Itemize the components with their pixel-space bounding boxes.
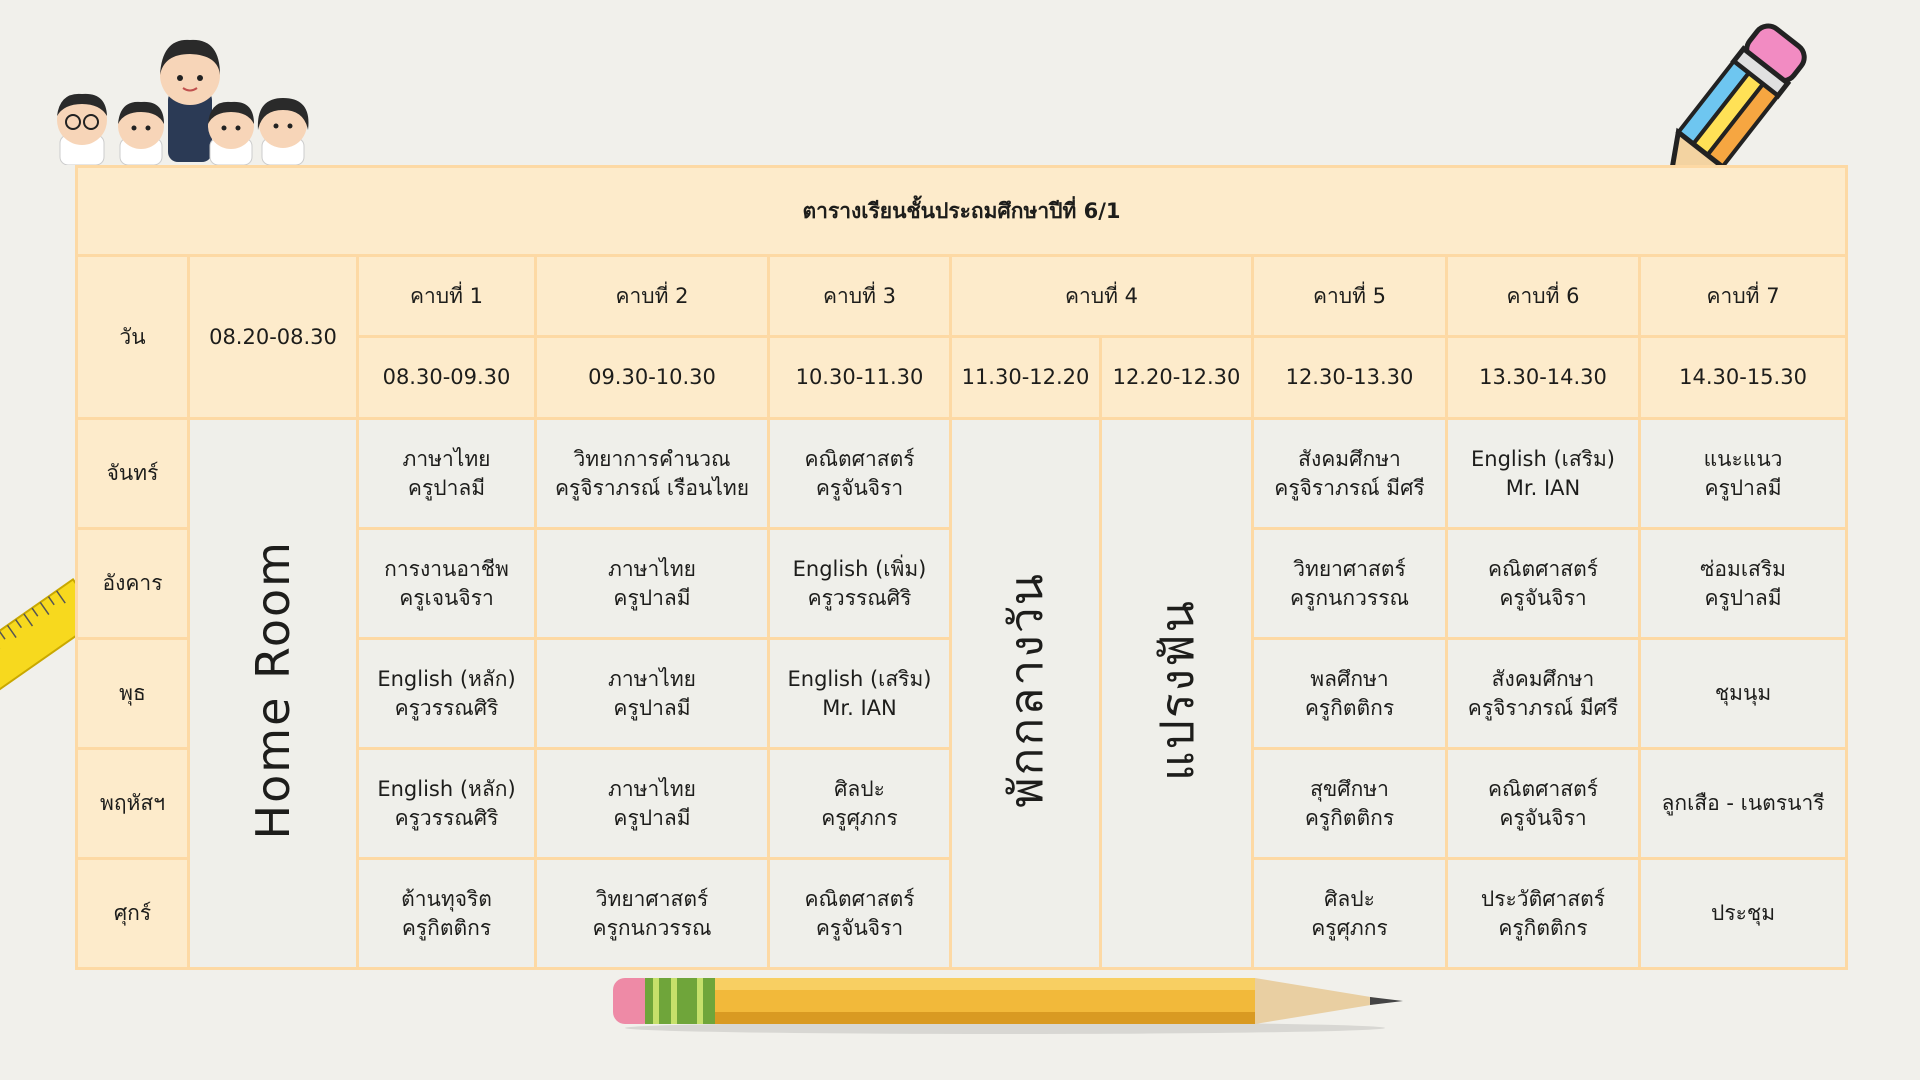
- period-1-time: 08.30-09.30: [358, 337, 536, 419]
- class-cell: English (เสริม) Mr. IAN: [1447, 419, 1640, 529]
- class-cell: English (หลัก) ครูวรรณศิริ: [358, 749, 536, 859]
- day-cell: ศุกร์: [77, 859, 189, 969]
- class-cell: ศิลปะ ครูศุภกร: [769, 749, 951, 859]
- class-cell: ประชุม: [1640, 859, 1847, 969]
- class-cell: คณิตศาสตร์ ครูจันจิรา: [769, 419, 951, 529]
- class-cell: English (หลัก) ครูวรรณศิริ: [358, 639, 536, 749]
- class-cell: ภาษาไทย ครูปาลมี: [536, 749, 769, 859]
- table-row: [77, 419, 1847, 529]
- class-cell: ภาษาไทย ครูปาลมี: [358, 419, 536, 529]
- class-cell: ศิลปะ ครูศุภกร: [1253, 859, 1447, 969]
- homeroom-label: Home Room: [246, 539, 300, 840]
- class-cell: คณิตศาสตร์ ครูจันจิรา: [769, 859, 951, 969]
- class-cell: พลศึกษา ครูกิตติกร: [1253, 639, 1447, 749]
- class-cell: ลูกเสือ - เนตรนารี: [1640, 749, 1847, 859]
- timetable: [75, 165, 1848, 970]
- class-cell: วิทยาศาสตร์ ครูกนกวรรณ: [536, 859, 769, 969]
- class-cell: สุขศึกษา ครูกิตติกร: [1253, 749, 1447, 859]
- day-cell: จันทร์: [77, 419, 189, 529]
- period-5-time: 12.30-13.30: [1253, 337, 1447, 419]
- class-cell: English (เพิ่ม) ครูวรรณศิริ: [769, 529, 951, 639]
- class-cell: การงานอาชีพ ครูเจนจิรา: [358, 529, 536, 639]
- class-cell: English (เสริม) Mr. IAN: [769, 639, 951, 749]
- period-1-label: คาบที่ 1: [358, 256, 536, 337]
- class-cell: ภาษาไทย ครูปาลมี: [536, 639, 769, 749]
- timetable-title: ตารางเรียนชั้นประถมศึกษาปีที่ 6/1: [77, 167, 1847, 256]
- brush-teeth-cell: [1101, 419, 1253, 969]
- day-header: วัน: [77, 256, 189, 419]
- lunch-label: พักกลางวัน: [998, 571, 1053, 808]
- class-cell: แนะแนว ครูปาลมี: [1640, 419, 1847, 529]
- period-7-label: คาบที่ 7: [1640, 256, 1847, 337]
- lunch-cell: [951, 419, 1101, 969]
- period-4b-time: 12.20-12.30: [1101, 337, 1253, 419]
- class-cell: ภาษาไทย ครูปาลมี: [536, 529, 769, 639]
- class-cell: ชุมนุม: [1640, 639, 1847, 749]
- kids-illustration: [50, 20, 320, 165]
- period-6-label: คาบที่ 6: [1447, 256, 1640, 337]
- class-cell: คณิตศาสตร์ ครูจันจิรา: [1447, 529, 1640, 639]
- day-cell: พุธ: [77, 639, 189, 749]
- period-2-label: คาบที่ 2: [536, 256, 769, 337]
- period-7-time: 14.30-15.30: [1640, 337, 1847, 419]
- period-6-time: 13.30-14.30: [1447, 337, 1640, 419]
- brush-teeth-label: แปรงฟัน: [1149, 598, 1204, 781]
- class-cell: ต้านทุจริต ครูกิตติกร: [358, 859, 536, 969]
- period-5-label: คาบที่ 5: [1253, 256, 1447, 337]
- day-cell: พฤหัสฯ: [77, 749, 189, 859]
- class-cell: สังคมศึกษา ครูจิราภรณ์ มีศรี: [1253, 419, 1447, 529]
- pencil-icon: [605, 970, 1405, 1040]
- class-cell: วิทยาการคำนวณ ครูจิราภรณ์ เรือนไทย: [536, 419, 769, 529]
- homeroom-cell: [189, 419, 358, 969]
- class-cell: วิทยาศาสตร์ ครูกนกวรรณ: [1253, 529, 1447, 639]
- day-cell: อังคาร: [77, 529, 189, 639]
- class-cell: ซ่อมเสริม ครูปาลมี: [1640, 529, 1847, 639]
- class-cell: ประวัติศาสตร์ ครูกิตติกร: [1447, 859, 1640, 969]
- period-3-time: 10.30-11.30: [769, 337, 951, 419]
- class-cell: คณิตศาสตร์ ครูจันจิรา: [1447, 749, 1640, 859]
- period-2-time: 09.30-10.30: [536, 337, 769, 419]
- class-cell: สังคมศึกษา ครูจิราภรณ์ มีศรี: [1447, 639, 1640, 749]
- period-3-label: คาบที่ 3: [769, 256, 951, 337]
- period-4a-time: 11.30-12.20: [951, 337, 1101, 419]
- homeroom-time: 08.20-08.30: [189, 256, 358, 419]
- period-4-label: คาบที่ 4: [951, 256, 1253, 337]
